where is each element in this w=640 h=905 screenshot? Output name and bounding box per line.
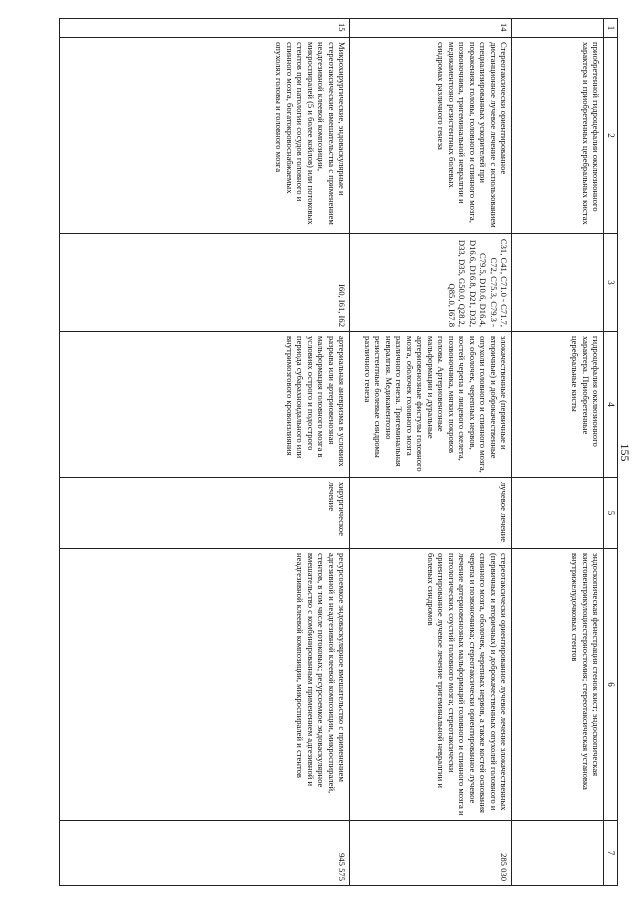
- col-header-6: 6: [604, 549, 618, 821]
- col-header-3: 3: [604, 234, 618, 332]
- row-number: [512, 19, 604, 38]
- col-header-2: 2: [604, 38, 618, 234]
- table-row: [350, 19, 512, 886]
- cost: 285 030: [350, 821, 512, 886]
- treatment-method: эндоскопическая фенестрация стенок кист; эндоскопическая кистовентрикулоциестерностомия; стереотаксическая установка внутрижелудочковых стентов: [512, 549, 604, 821]
- col-header-1: 1: [604, 19, 618, 38]
- treatment-type: лучевое лечение: [350, 478, 512, 549]
- row-number: 14: [350, 19, 512, 38]
- group-name: Стереотаксически ориентированное дистанционное лучевое лечение с использованием специализированных ускорителей при поражениях головы, головного и спинного мозга, позвоночника, тригеминальной невралгии и медикаментозно резистентных болевых синдромах различного генеза: [350, 38, 512, 234]
- patient-model: гидроцефалия окклюзионного характера. Приобретенные церебральные кисты: [512, 332, 604, 478]
- cost: 945 575: [60, 821, 350, 886]
- cost: [512, 821, 604, 886]
- treatment-method: ресурсоемкое эндоваскулярное вмешательство с применением адгезивной и неадгезивной клеевой композиции, микроспиралей, стентов, в том числе потоковых; ресурсоемкое эндоваскулярное вмешательство с комбинированным применением адгезивной и неадгезивной клеевой композиции, микроспиралей и стентов: [60, 549, 350, 821]
- col-header-4: 4: [604, 332, 618, 478]
- table-row: [512, 19, 604, 886]
- group-name: Микрохирургические, эндоваскулярные и стереотаксические вмешательства с применением неадгезивной клеевой композиции, микроспиралей (5 и более койлов) или потоковых стентов при патологии сосудов головного и спинного мозга, богатокровоснабжаемых опухолях головы и головного мозга: [60, 38, 350, 234]
- table-row: [60, 19, 350, 886]
- icd-codes: I60, I61, I62: [60, 234, 350, 332]
- treatment-type: [512, 478, 604, 549]
- patient-model: злокачественные (первичные и вторичные) и доброкачественные опухоли головного и спинного мозга, их оболочек, черепных нервов, костей черепа и лицевого скелета, позвоночника, мягких покровов головы. Артериовенозные мальформации и дуральные артериовенозные фистулы головного мозга, оболочек головного мозга различного генеза. Тригеминальная невралгия. Медикаментозно резистентные болевые синдромы различного генеза: [350, 332, 512, 478]
- patient-model: артериальная аневризма в условиях разрыва или артериовенозная мальформация головного мозга в условиях острого и подострого периода субарахноидального или внутримозгового кровоизлияния: [60, 332, 350, 478]
- icd-codes: [512, 234, 604, 332]
- procedures-table: [59, 18, 618, 886]
- page-number: 155: [618, 443, 632, 462]
- col-header-7: 7: [604, 821, 618, 886]
- treatment-type: хирургическое лечение: [60, 478, 350, 549]
- col-header-5: 5: [604, 478, 618, 549]
- treatment-method: стереотаксически ориентированное лучевое лечение злокачественных (первичных и вторичных) и доброкачественных опухолей головного и спинного мозга, оболочек, черепных нервов, а также костей основания черепа и позвоночника; стереотаксически ориентированное лучевое лечение артериовенозных мальформаций головного и спинного мозга и патологических соустий головного мозга; стереотаксически ориентированное лучевое лечение тригеминальной невралгии и болевых синдромов: [350, 549, 512, 821]
- icd-codes: C31, C41, C71.0 - C71.7, C72, C75.3, C79.3 - C79.5, D10.6, D16.4, D16.6, D16.8, D21, D32, D33, D35, G50.0, Q28.2, Q85.0, I67.8: [350, 234, 512, 332]
- group-name: приобретенной гидроцефалии окклюзионного характера и приобретенных церебральных кистах: [512, 38, 604, 234]
- header-row: [604, 19, 618, 886]
- row-number: 15: [60, 19, 350, 38]
